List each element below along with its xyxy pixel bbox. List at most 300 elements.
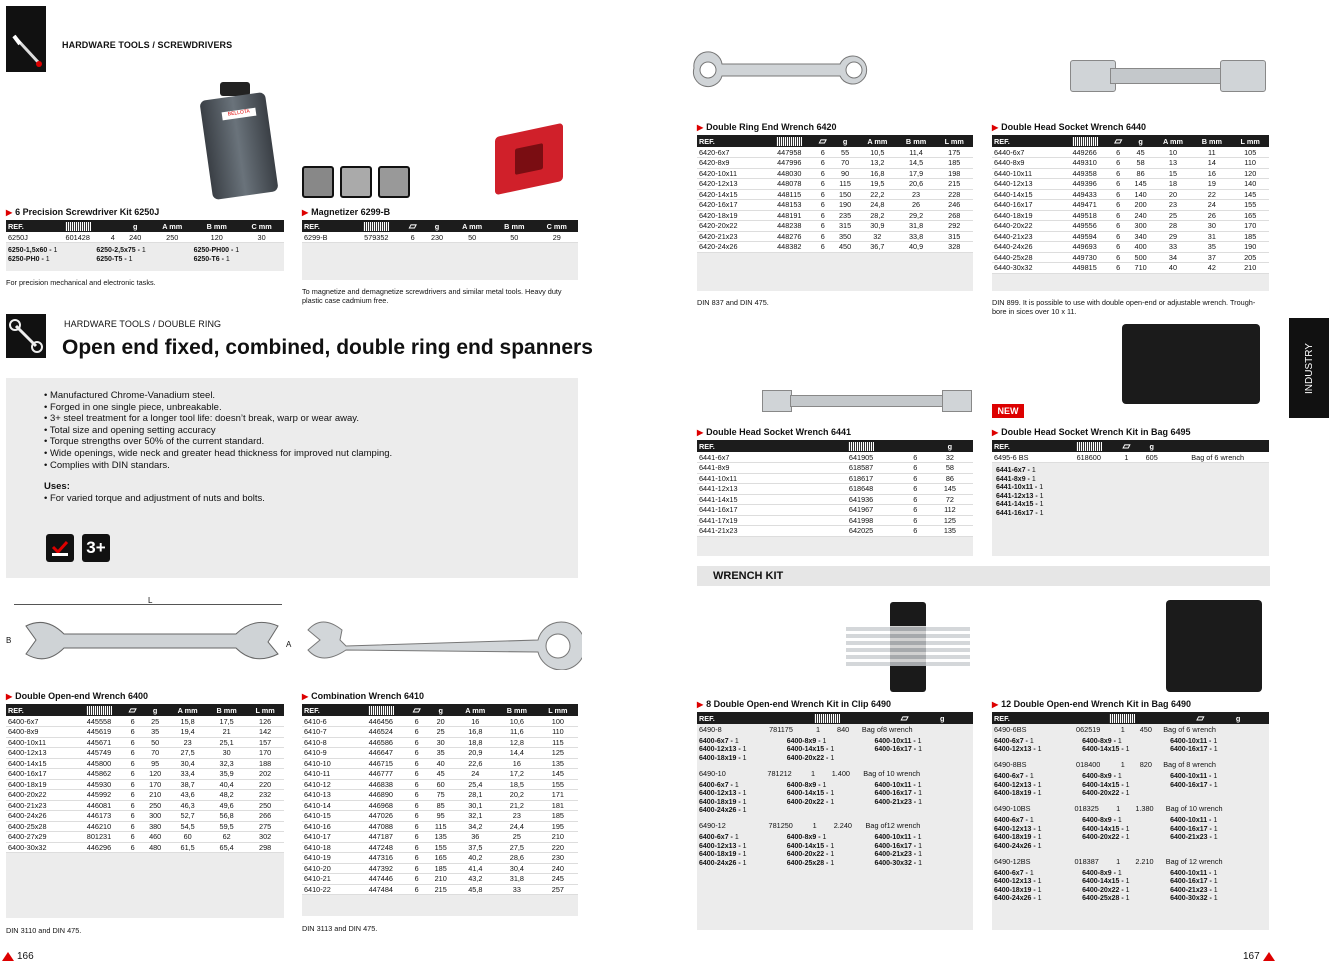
table-head <box>992 712 1269 724</box>
kit-item-qty: 1 <box>1031 467 1036 474</box>
kit-item: 6250-PH0 - 1 <box>8 255 50 263</box>
column-header <box>105 220 120 232</box>
table-row <box>302 769 578 780</box>
kit-item-qty: 1 <box>742 754 747 762</box>
kit-item-qty: 1 <box>1213 834 1218 841</box>
table-cell: 135 <box>427 832 455 843</box>
table-cell: 6441-6x7 <box>697 452 818 463</box>
table-row <box>6 790 284 801</box>
table-cell: 579352 <box>350 232 402 243</box>
kit-item-qty: 1 <box>225 255 230 263</box>
kit-item: 6400-16x17 - 1 <box>1170 878 1218 885</box>
table-row <box>992 856 1269 867</box>
column-header: g <box>142 704 168 716</box>
product-note: DIN 3110 and DIN 475. <box>6 926 82 935</box>
table-cell: 448191 <box>765 210 813 221</box>
table-cell: 30,1 <box>455 800 496 811</box>
kit-item: 6441-12x13 - 1 <box>996 492 1044 500</box>
column-header <box>407 704 427 716</box>
kit-item: 6400-25x28 - 1 <box>1082 895 1130 902</box>
kit-item: 6250-PH00 - 1 <box>193 247 240 254</box>
table-cell: 300 <box>142 811 168 822</box>
kit-item: 6400-16x17 - 1 <box>874 790 922 797</box>
table-cell: 115 <box>538 737 578 748</box>
kit-item-qty: 1 <box>1213 817 1218 824</box>
kit-item: 6441-10x11 - 1 <box>996 484 1044 491</box>
kit-item-qty: 1 <box>918 859 922 867</box>
table-cell: 446968 <box>355 800 407 811</box>
kit-item-qty: 1 <box>1039 509 1044 517</box>
table-cell: 6 <box>407 737 427 748</box>
barcode-icon <box>1076 442 1102 451</box>
table-cell: 1 <box>1116 804 1121 814</box>
uses-text: • For varied torque and adjustment of nuts and bolts. <box>44 492 265 504</box>
table-cell: 445800 <box>75 758 123 769</box>
table-cell: 16,8 <box>858 168 897 179</box>
table-cell: 29 <box>536 232 578 243</box>
column-header: B mm <box>493 220 535 232</box>
table-cell: 6440-12x13 <box>992 179 1060 190</box>
table-cell: 6440-10x11 <box>992 168 1060 179</box>
kit-item: 6400-14x15 - 1 <box>1082 781 1130 789</box>
table-cell: 200 <box>1128 200 1154 211</box>
table-cell: 6 <box>123 737 142 748</box>
column-header <box>50 220 105 232</box>
kit-item-qty: 1 <box>742 859 747 867</box>
table-cell: 447248 <box>355 842 407 853</box>
table-cell: 447026 <box>355 811 407 822</box>
table-cell: 618617 <box>818 473 904 484</box>
table-cell: 35 <box>427 748 455 759</box>
feature-item: • Manufactured Chrome-Vanadium steel. <box>44 390 216 401</box>
kit-contents <box>992 867 1269 909</box>
table-cell: 250 <box>142 800 168 811</box>
kit-contents <box>697 779 973 821</box>
kit-item-row <box>699 843 971 852</box>
column-header <box>958 712 973 724</box>
kit-item: 6400-12x13 - 1 <box>994 825 1042 833</box>
kit-item: 6250-2,5x75 - 1 <box>96 247 146 254</box>
package-icon: ▱ <box>412 704 421 716</box>
kit-item-qty: 1 <box>918 746 922 753</box>
table-cell: 100 <box>538 716 578 727</box>
kit-item-row <box>996 501 1265 510</box>
table-cell: 135 <box>538 758 578 769</box>
table-cell: 25 <box>496 832 538 843</box>
table-cell: 642025 <box>818 526 904 537</box>
table-cell: 6 <box>407 874 427 885</box>
group-row-table <box>992 804 1269 815</box>
table-row <box>302 800 578 811</box>
table-cell: 25 <box>1154 210 1193 221</box>
table-cell: 6400-18x19 <box>6 779 75 790</box>
table-cell: 45 <box>427 769 455 780</box>
kit-item-qty: 1 <box>1125 895 1130 902</box>
bellota-logo-icon <box>2 952 14 961</box>
spec-table-6420 <box>697 135 973 253</box>
table-cell: 6 <box>904 505 927 516</box>
kit-item: 6400-8x9 - 1 <box>1082 737 1122 745</box>
table-cell: 6420-18x19 <box>697 210 765 221</box>
table-cell: 157 <box>246 737 284 748</box>
table-cell: 6440-8x9 <box>992 158 1060 169</box>
column-header <box>1254 712 1269 724</box>
table-cell: 120 <box>194 232 239 243</box>
column-header <box>1062 440 1116 452</box>
table-cell: 1.380 <box>1135 804 1154 814</box>
table-cell: 25 <box>142 716 168 727</box>
table-cell: 40 <box>427 758 455 769</box>
kit-item: 6400-16x17 - 1 <box>1170 746 1218 753</box>
table-cell: 150 <box>832 189 858 200</box>
table-cell: 105 <box>1231 147 1269 158</box>
kit-item-qty: 1 <box>830 790 835 797</box>
table-cell: 6 <box>1109 252 1128 263</box>
table-cell: 447484 <box>355 884 407 895</box>
table-row <box>697 768 973 779</box>
side-tab: INDUSTRY <box>1289 318 1329 418</box>
table-cell: 6410-8 <box>302 737 355 748</box>
kit-contents <box>992 770 1269 804</box>
table-cell: 6410-18 <box>302 842 355 853</box>
table-cell: 6 <box>1109 263 1128 274</box>
kit-item-qty: 1 <box>1117 737 1122 745</box>
table-cell: 6 <box>407 884 427 895</box>
magnetize-icon <box>340 166 372 198</box>
column-header: L mm <box>246 704 284 716</box>
column-header: C mm <box>239 220 284 232</box>
table-cell: 460 <box>142 832 168 843</box>
table-cell: 50 <box>142 737 168 748</box>
table-row <box>302 853 578 864</box>
table-cell: 22 <box>1192 189 1231 200</box>
table-cell: 24 <box>1192 200 1231 211</box>
kit-item-qty: 1 <box>1117 869 1122 877</box>
kit-item-qty: 1 <box>1213 886 1218 894</box>
table-cell: 6420-6x7 <box>697 147 765 158</box>
column-header: B mm <box>496 704 538 716</box>
product-title: ▶ 8 Double Open-end Wrench Kit in Clip 6490 <box>697 699 973 709</box>
column-header: A mm <box>455 704 496 716</box>
table-cell: 6410-14 <box>302 800 355 811</box>
table-cell: 23 <box>168 737 207 748</box>
table-cell: 6 <box>1109 189 1128 200</box>
kit-item-row <box>994 773 1267 782</box>
table-cell: 185 <box>538 811 578 822</box>
kit-item: 6400-18x19 - 1 <box>699 754 747 762</box>
table-row <box>6 758 284 769</box>
table-cell: 6 <box>123 842 142 853</box>
column-header: g <box>1128 135 1154 147</box>
package-icon: ▱ <box>818 135 827 147</box>
table-cell: Bag of 6 wrench <box>1166 452 1269 463</box>
product-6420 <box>697 122 973 307</box>
table-cell: 618648 <box>818 484 904 495</box>
column-header: g <box>927 440 973 452</box>
table-cell: 55 <box>832 147 858 158</box>
screwdriver-icon <box>6 6 46 72</box>
kit-item-row <box>699 834 971 843</box>
table-cell: 140 <box>1231 179 1269 190</box>
table-cell: 86 <box>927 473 973 484</box>
table-cell: 6400-25x28 <box>6 821 75 832</box>
table-cell: 641998 <box>818 515 904 526</box>
kit-item: 6400-30x32 - 1 <box>874 859 922 867</box>
table-cell: 018400 <box>1076 760 1101 770</box>
table-cell: 6400-6x7 <box>6 716 75 727</box>
table-cell: 6410-13 <box>302 790 355 801</box>
table-cell: 448115 <box>765 189 813 200</box>
wrench-icon <box>6 314 46 358</box>
screwdriver-tip-icon <box>302 166 334 198</box>
table-cell: 155 <box>538 779 578 790</box>
table-row <box>697 494 973 505</box>
table-cell: 11 <box>1192 147 1231 158</box>
table-row <box>302 884 578 895</box>
table-cell: 210 <box>1231 263 1269 274</box>
table-cell: 210 <box>142 790 168 801</box>
table-cell: 6441-12x13 <box>697 484 818 495</box>
table-cell: 6 <box>402 232 422 243</box>
table-cell: 6250J <box>6 232 50 243</box>
uses-title: Uses: <box>44 481 70 493</box>
table-cell: 170 <box>246 748 284 759</box>
kit-item-qty: 1 <box>1037 834 1042 841</box>
table-cell: 20 <box>427 716 455 727</box>
table-cell: 190 <box>1231 242 1269 253</box>
table-cell: 30 <box>207 748 246 759</box>
table-cell: 19,4 <box>168 727 207 738</box>
kit-item-qty: 1 <box>1029 817 1034 824</box>
table-row <box>992 804 1269 815</box>
table-cell: 40,4 <box>207 779 246 790</box>
kit-item: 6400-6x7 - 1 <box>994 773 1034 780</box>
kit-item-row <box>699 746 971 755</box>
table-cell: 446586 <box>355 737 407 748</box>
table-cell: 30,4 <box>168 758 207 769</box>
column-header: A mm <box>858 135 897 147</box>
column-header: A mm <box>1154 135 1193 147</box>
table-row <box>697 147 973 158</box>
table-cell: 6440-16x17 <box>992 200 1060 211</box>
table-cell: 125 <box>538 748 578 759</box>
kit-item: 6400-8x9 - 1 <box>1082 773 1122 780</box>
table-cell: 32,3 <box>207 758 246 769</box>
kit-item: 6400-6x7 - 1 <box>994 869 1034 877</box>
table-cell: 6410-16 <box>302 821 355 832</box>
table-cell: 11,4 <box>897 147 936 158</box>
table-row <box>697 452 973 463</box>
table-cell: 220 <box>538 842 578 853</box>
kit-item-qty: 1 <box>742 842 747 850</box>
table-cell: 58 <box>1128 158 1154 169</box>
kit-item-qty: 1 <box>1029 773 1034 780</box>
kit-item-row <box>994 738 1267 747</box>
kit-item: 6400-6x7 - 1 <box>699 781 739 789</box>
kit-item-qty: 1 <box>1117 817 1122 824</box>
kit-item: 6250-T5 - 1 <box>96 255 133 263</box>
kit-item: 6400-18x19 - 1 <box>994 790 1042 797</box>
table-cell: 228 <box>936 189 973 200</box>
socket-wrench-6441-image <box>762 386 972 416</box>
product-6440 <box>992 122 1269 316</box>
table-row <box>697 484 973 495</box>
table-cell: 6 <box>123 790 142 801</box>
table-cell: 170 <box>142 779 168 790</box>
kit-item-qty: 1 <box>1037 746 1042 753</box>
table-cell: 145 <box>1231 189 1269 200</box>
kit-item-row <box>994 843 1267 852</box>
column-header: L mm <box>936 135 973 147</box>
table-row <box>302 737 578 748</box>
table-cell: 230 <box>538 853 578 864</box>
table-cell: 447187 <box>355 832 407 843</box>
table-cell: 190 <box>832 200 858 211</box>
table-cell: 449693 <box>1060 242 1108 253</box>
table-cell: 6 <box>813 179 832 190</box>
category-icon-screwdriver <box>6 6 46 72</box>
kit-item: 6400-24x26 - 1 <box>994 895 1042 902</box>
table-cell: 445862 <box>75 769 123 780</box>
product-6441 <box>697 427 973 556</box>
kit-item-row <box>994 817 1267 826</box>
kit-item: 6400-21x23 - 1 <box>1170 834 1218 841</box>
table-cell: 85 <box>427 800 455 811</box>
table-row <box>6 737 284 748</box>
table-cell: 6 <box>1109 221 1128 232</box>
product-title: ▶ Magnetizer 6299-B <box>302 207 578 217</box>
table-cell: 235 <box>832 210 858 221</box>
table-cell: 6400-30x32 <box>6 842 75 853</box>
table-cell: 28,2 <box>858 210 897 221</box>
table-cell: 6 <box>904 473 927 484</box>
kit-item: 6400-20x22 - 1 <box>786 798 835 806</box>
table-cell: 449556 <box>1060 221 1108 232</box>
table-row <box>697 505 973 516</box>
table-cell: 6410-20 <box>302 863 355 874</box>
table-cell: 16 <box>1192 168 1231 179</box>
table-cell: 6490-8 <box>699 724 722 734</box>
table-cell: 781250 <box>768 821 793 831</box>
kit-item: 6400-16x17 - 1 <box>1170 781 1218 789</box>
table-cell: 6 <box>1109 200 1128 211</box>
table-row <box>697 189 973 200</box>
table-cell: 205 <box>1231 252 1269 263</box>
table-row <box>6 748 284 759</box>
table-cell: 6 <box>407 727 427 738</box>
table-cell: 445930 <box>75 779 123 790</box>
demagnetize-icon <box>378 166 410 198</box>
table-row <box>302 811 578 822</box>
product-title: ▶ Double Open-end Wrench 6400 <box>6 691 284 701</box>
kit-item-qty: 1 <box>1039 501 1044 508</box>
table-row <box>697 821 973 832</box>
column-header: REF. <box>6 704 75 716</box>
table-cell: 27,5 <box>168 748 207 759</box>
product-title: ▶ Combination Wrench 6410 <box>302 691 578 701</box>
table-cell: 6 <box>1109 242 1128 253</box>
table-cell: 6441-8x9 <box>697 463 818 474</box>
table-cell: 446647 <box>355 748 407 759</box>
kit-item: 6400-12x13 - 1 <box>994 746 1042 753</box>
group-row-table <box>992 724 1269 735</box>
table-cell: 6441-17x19 <box>697 515 818 526</box>
kit-item-qty: 1 <box>734 834 739 841</box>
feature-item: • Torque strengths over 50% of the current standard. <box>44 436 265 448</box>
table-cell: 11,6 <box>496 727 538 738</box>
table-cell: 641967 <box>818 505 904 516</box>
table-cell: 250 <box>246 800 284 811</box>
table-cell: 445671 <box>75 737 123 748</box>
table-cell: 22,2 <box>858 189 897 200</box>
table-cell: 2.240 <box>833 821 852 831</box>
table-cell: 840 <box>837 724 850 734</box>
table-cell: 6 <box>407 779 427 790</box>
table-cell: 6400-10x11 <box>6 737 75 748</box>
table-cell: 447446 <box>355 874 407 885</box>
column-header <box>75 704 123 716</box>
kit-item-row <box>994 870 1267 879</box>
table-cell: 6410-17 <box>302 832 355 843</box>
kit-item-qty: 1 <box>742 746 747 753</box>
table-cell: 75 <box>427 790 455 801</box>
table-cell: 22,6 <box>455 758 496 769</box>
table-cell: 328 <box>936 242 973 253</box>
table-cell: 450 <box>1139 724 1152 734</box>
table-cell: 115 <box>427 821 455 832</box>
table-cell: 6400-24x26 <box>6 811 75 822</box>
kit-item: 6441-14x15 - 1 <box>996 501 1044 508</box>
table-cell: 38,7 <box>168 779 207 790</box>
table-cell: 6 <box>813 242 832 253</box>
table-cell: 6440-6x7 <box>992 147 1060 158</box>
table-cell: 220 <box>246 779 284 790</box>
table-row <box>6 832 284 843</box>
spec-table-6250j <box>6 220 284 243</box>
table-cell: 446296 <box>75 842 123 853</box>
table-cell: 268 <box>936 210 973 221</box>
table-cell: 33 <box>496 884 538 895</box>
table-cell: 641936 <box>818 494 904 505</box>
kit-item-qty: 1 <box>1213 895 1218 902</box>
table-cell: 6 <box>1109 147 1128 158</box>
table-cell: 6 <box>123 779 142 790</box>
table-cell: 6420-24x26 <box>697 242 765 253</box>
table-cell: 449730 <box>1060 252 1108 263</box>
column-header: g <box>832 135 858 147</box>
table-cell: 445619 <box>75 727 123 738</box>
kit-contents <box>697 831 973 873</box>
column-header: B mm <box>194 220 239 232</box>
kit-item-row <box>996 484 1265 493</box>
kit-item <box>874 807 971 816</box>
table-cell: 30,9 <box>858 221 897 232</box>
table-cell: 448030 <box>765 168 813 179</box>
table-row <box>992 263 1269 274</box>
table-cell: 52,7 <box>168 811 207 822</box>
table-cell: 165 <box>427 853 455 864</box>
table-cell: 20 <box>1154 189 1193 200</box>
table-cell: 6 <box>904 484 927 495</box>
table-cell: 6 <box>407 842 427 853</box>
barcode-icon <box>363 222 389 231</box>
table-cell: 6420-14x15 <box>697 189 765 200</box>
kit-item: 6400-10x11 - 1 <box>874 781 922 789</box>
column-header: A mm <box>168 704 207 716</box>
kit-item-qty: 1 <box>830 746 835 753</box>
kit-item-qty: 1 <box>1213 781 1218 789</box>
table-cell: 28,6 <box>496 853 538 864</box>
